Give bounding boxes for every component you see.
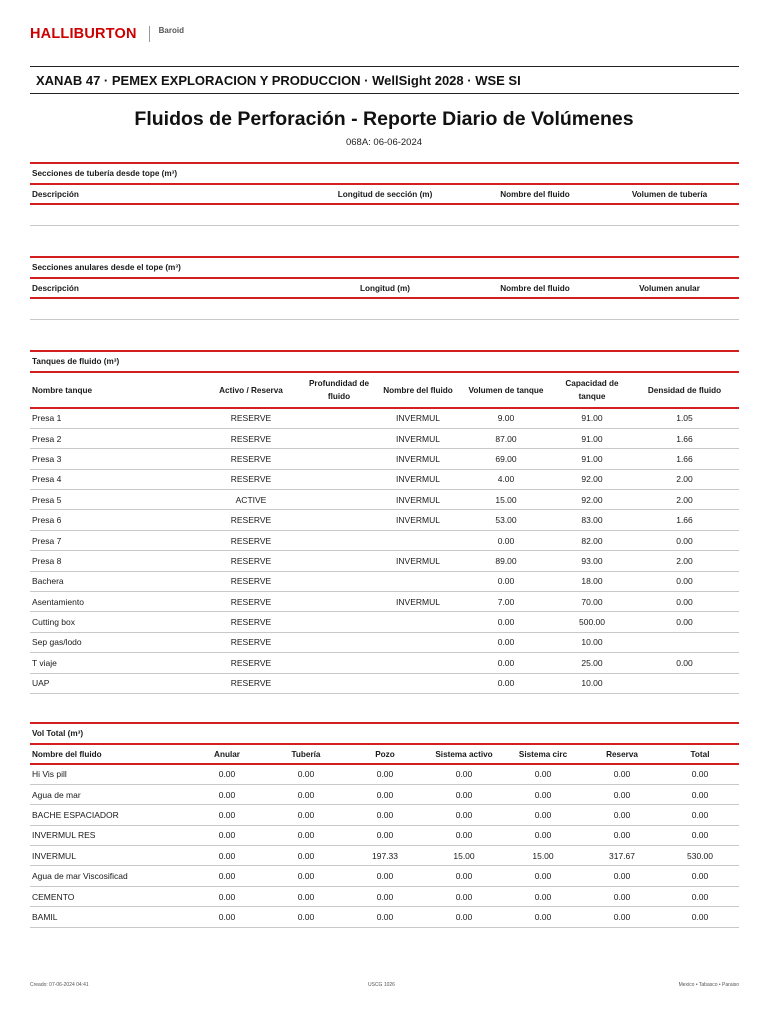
- table-cell: RESERVE: [202, 653, 300, 673]
- table-row: [30, 592, 739, 612]
- table-cell: INVERMUL: [378, 449, 458, 469]
- table-cell: INVERMUL: [378, 428, 458, 448]
- table-cell: 93.00: [554, 551, 630, 571]
- table-cell: Sep gas/lodo: [30, 632, 202, 652]
- column-header: Densidad de fluido: [630, 372, 739, 408]
- table-header-row: [30, 184, 739, 204]
- table-cell: 0.00: [630, 592, 739, 612]
- table-cell: 0.00: [458, 530, 554, 550]
- table-cell: 0.00: [503, 805, 583, 825]
- table-cell: 0.00: [267, 825, 345, 845]
- table-cell: 2.00: [630, 490, 739, 510]
- table-cell: [300, 490, 378, 510]
- table-cell: Presa 1: [30, 408, 202, 428]
- table-cell: 2.00: [630, 551, 739, 571]
- table-cell: RESERVE: [202, 530, 300, 550]
- table-row: [30, 571, 739, 591]
- table-cell: 2.00: [630, 469, 739, 489]
- table-cell: [300, 530, 378, 550]
- report-title: Fluidos de Perforación - Reporte Diario de Volúmenes: [134, 108, 634, 130]
- table-cell: 0.00: [458, 612, 554, 632]
- table-cell: 1.66: [630, 510, 739, 530]
- table-cell: 10.00: [554, 632, 630, 652]
- column-header: Volumen de tubería: [600, 184, 739, 204]
- table-cell: [300, 632, 378, 652]
- baroid-logo: Baroid: [158, 25, 184, 35]
- column-header: Sistema activo: [425, 744, 503, 764]
- table-cell: ACTIVE: [202, 490, 300, 510]
- table-row: [30, 673, 739, 693]
- table-cell: INVERMUL RES: [30, 825, 187, 845]
- table-cell: 197.33: [345, 846, 425, 866]
- well-info-bar: [30, 66, 739, 94]
- table-cell: [300, 469, 378, 489]
- table-row: [30, 825, 739, 845]
- table-cell: 0.00: [458, 571, 554, 591]
- table-cell: INVERMUL: [378, 490, 458, 510]
- table-cell: 0.00: [425, 764, 503, 784]
- section-title: Tanques de fluido (m³): [30, 350, 739, 371]
- table-cell: [300, 449, 378, 469]
- table-cell: [630, 673, 739, 693]
- table-cell: [300, 408, 378, 428]
- table-cell: RESERVE: [202, 612, 300, 632]
- table-cell: 0.00: [187, 907, 267, 927]
- table-cell: RESERVE: [202, 408, 300, 428]
- column-header: Volumen de tanque: [458, 372, 554, 408]
- table-row: [30, 846, 739, 866]
- column-header: Profundidad de fluido: [300, 372, 378, 408]
- table-cell: [630, 632, 739, 652]
- table-cell: Presa 2: [30, 428, 202, 448]
- table-cell: RESERVE: [202, 592, 300, 612]
- table-cell: INVERMUL: [378, 469, 458, 489]
- column-header: Nombre del fluido: [470, 184, 600, 204]
- fluid-tanks: [30, 350, 739, 694]
- table-row: [30, 886, 739, 906]
- section-title: Secciones de tubería desde tope (m³): [30, 162, 739, 183]
- column-header: Tubería: [267, 744, 345, 764]
- table-cell: 0.00: [583, 886, 661, 906]
- table-cell: RESERVE: [202, 469, 300, 489]
- table-cell: 0.00: [345, 825, 425, 845]
- table-cell: Presa 6: [30, 510, 202, 530]
- table-cell: 0.00: [425, 825, 503, 845]
- table-cell: INVERMUL: [378, 510, 458, 530]
- table-cell: 0.00: [661, 784, 739, 804]
- table-cell: 0.00: [267, 805, 345, 825]
- column-header: Nombre tanque: [30, 372, 202, 408]
- table-cell: 10.00: [554, 673, 630, 693]
- table-cell: 25.00: [554, 653, 630, 673]
- table-cell: 87.00: [458, 428, 554, 448]
- table-cell: 0.00: [267, 846, 345, 866]
- table-row: [30, 469, 739, 489]
- empty-row: [30, 298, 739, 319]
- table-row: [30, 907, 739, 927]
- table-cell: 0.00: [187, 846, 267, 866]
- table-cell: 0.00: [630, 530, 739, 550]
- table-cell: 0.00: [661, 907, 739, 927]
- table-cell: [378, 632, 458, 652]
- table-cell: RESERVE: [202, 673, 300, 693]
- column-header: Activo / Reserva: [202, 372, 300, 408]
- table-row: [30, 510, 739, 530]
- table-cell: RESERVE: [202, 428, 300, 448]
- annular-sections: [30, 256, 739, 320]
- table-cell: 1.66: [630, 449, 739, 469]
- table-cell: RESERVE: [202, 510, 300, 530]
- table-cell: [378, 530, 458, 550]
- table-header-row: [30, 744, 739, 764]
- well-info-text: XANAB 47 · PEMEX EXPLORACION Y PRODUCCION · WellSight 2028 · WSE SI: [36, 72, 521, 88]
- table-cell: RESERVE: [202, 449, 300, 469]
- table-cell: 15.00: [503, 846, 583, 866]
- table-cell: [300, 428, 378, 448]
- table-cell: 0.00: [583, 805, 661, 825]
- table-cell: Presa 3: [30, 449, 202, 469]
- table-cell: [300, 551, 378, 571]
- column-header: Sistema circ: [503, 744, 583, 764]
- column-header: Reserva: [583, 744, 661, 764]
- table-cell: Hi Vis pill: [30, 764, 187, 784]
- table-cell: 0.00: [187, 805, 267, 825]
- table-row: [30, 530, 739, 550]
- table-cell: 0.00: [630, 612, 739, 632]
- table-cell: 4.00: [458, 469, 554, 489]
- table-cell: T viaje: [30, 653, 202, 673]
- table-cell: 0.00: [267, 886, 345, 906]
- table-cell: 0.00: [583, 825, 661, 845]
- table-cell: 7.00: [458, 592, 554, 612]
- table-cell: 317.67: [583, 846, 661, 866]
- table-cell: [378, 653, 458, 673]
- table-row: [30, 653, 739, 673]
- table-cell: [300, 653, 378, 673]
- table-cell: 530.00: [661, 846, 739, 866]
- table-cell: [378, 571, 458, 591]
- report-date: 068A: 06-06-2024: [345, 137, 423, 148]
- table-row: [30, 805, 739, 825]
- table-cell: 0.00: [661, 886, 739, 906]
- table-cell: RESERVE: [202, 571, 300, 591]
- table-cell: 0.00: [458, 632, 554, 652]
- table-cell: 0.00: [425, 866, 503, 886]
- column-header: Capacidad de tanque: [554, 372, 630, 408]
- table-cell: 53.00: [458, 510, 554, 530]
- total-volumes: [30, 722, 739, 928]
- table-cell: UAP: [30, 673, 202, 693]
- column-header: Longitud de sección (m): [300, 184, 470, 204]
- table-row: [30, 632, 739, 652]
- table-cell: 0.00: [583, 764, 661, 784]
- column-header: Descripción: [30, 278, 300, 298]
- table-row: [30, 866, 739, 886]
- column-header: Descripción: [30, 184, 300, 204]
- table-cell: 83.00: [554, 510, 630, 530]
- table-row: [30, 449, 739, 469]
- table-cell: BACHE ESPACIADOR: [30, 805, 187, 825]
- table-row: [30, 428, 739, 448]
- table-cell: 0.00: [661, 825, 739, 845]
- table-cell: Presa 7: [30, 530, 202, 550]
- table-cell: 0.00: [503, 825, 583, 845]
- table-cell: 0.00: [583, 907, 661, 927]
- tanks-table: [30, 371, 739, 694]
- table-cell: 1.05: [630, 408, 739, 428]
- table-cell: [300, 592, 378, 612]
- column-header: Anular: [187, 744, 267, 764]
- table-cell: Cutting box: [30, 612, 202, 632]
- table-cell: 0.00: [345, 784, 425, 804]
- table-cell: 89.00: [458, 551, 554, 571]
- table-cell: [300, 571, 378, 591]
- table-cell: Presa 5: [30, 490, 202, 510]
- table-cell: 0.00: [187, 866, 267, 886]
- table-cell: 0.00: [503, 784, 583, 804]
- table-cell: 0.00: [503, 866, 583, 886]
- totals-table: [30, 743, 739, 928]
- table-cell: 0.00: [583, 866, 661, 886]
- footer-location: Mexico • Tabasco • Paraiso: [678, 982, 739, 988]
- table-cell: 91.00: [554, 449, 630, 469]
- table-cell: Agua de mar Viscosificad: [30, 866, 187, 886]
- halliburton-logo: HALLIBURTON: [30, 26, 137, 42]
- table-cell: RESERVE: [202, 632, 300, 652]
- table-cell: 0.00: [503, 886, 583, 906]
- pipe-sections-table: [30, 183, 739, 226]
- table-cell: 0.00: [630, 571, 739, 591]
- table-cell: [300, 510, 378, 530]
- pipe-sections: [30, 162, 739, 226]
- table-cell: 0.00: [425, 805, 503, 825]
- column-header: Longitud (m): [300, 278, 470, 298]
- table-cell: 0.00: [267, 907, 345, 927]
- footer-code: USCG 1026: [368, 982, 395, 988]
- table-cell: [300, 612, 378, 632]
- column-header: Total: [661, 744, 739, 764]
- table-header-row: [30, 278, 739, 298]
- column-header: Nombre del fluido: [470, 278, 600, 298]
- table-row: [30, 408, 739, 428]
- brand-header: [30, 24, 184, 44]
- table-cell: 15.00: [425, 846, 503, 866]
- empty-row: [30, 204, 739, 225]
- table-cell: 0.00: [187, 764, 267, 784]
- table-cell: 0.00: [345, 805, 425, 825]
- table-cell: INVERMUL: [378, 408, 458, 428]
- column-header: Pozo: [345, 744, 425, 764]
- table-cell: 0.00: [630, 653, 739, 673]
- table-cell: 0.00: [345, 866, 425, 886]
- annular-sections-table: [30, 277, 739, 320]
- table-cell: INVERMUL: [378, 592, 458, 612]
- column-header: Nombre del fluido: [378, 372, 458, 408]
- table-cell: 500.00: [554, 612, 630, 632]
- table-cell: 69.00: [458, 449, 554, 469]
- table-cell: 0.00: [661, 805, 739, 825]
- table-cell: 15.00: [458, 490, 554, 510]
- section-title: Vol Total (m³): [30, 722, 739, 743]
- table-cell: Presa 8: [30, 551, 202, 571]
- table-cell: 0.00: [425, 886, 503, 906]
- table-cell: 91.00: [554, 428, 630, 448]
- table-cell: 1.66: [630, 428, 739, 448]
- table-cell: [300, 673, 378, 693]
- table-cell: 0.00: [267, 866, 345, 886]
- table-cell: Bachera: [30, 571, 202, 591]
- table-cell: 0.00: [187, 825, 267, 845]
- table-row: [30, 490, 739, 510]
- table-cell: 0.00: [503, 907, 583, 927]
- table-cell: Asentamiento: [30, 592, 202, 612]
- footer-created: Creado: 07-06-2024 04:41: [30, 982, 89, 988]
- table-cell: 0.00: [425, 784, 503, 804]
- table-row: [30, 551, 739, 571]
- table-cell: 0.00: [458, 673, 554, 693]
- table-cell: 18.00: [554, 571, 630, 591]
- table-cell: 0.00: [267, 784, 345, 804]
- section-title: Secciones anulares desde el tope (m³): [30, 256, 739, 277]
- table-cell: 0.00: [187, 886, 267, 906]
- table-row: [30, 764, 739, 784]
- table-cell: 0.00: [661, 764, 739, 784]
- table-cell: 0.00: [661, 866, 739, 886]
- table-cell: 0.00: [345, 907, 425, 927]
- table-cell: 0.00: [583, 784, 661, 804]
- table-cell: 92.00: [554, 469, 630, 489]
- table-cell: INVERMUL: [30, 846, 187, 866]
- table-cell: 92.00: [554, 490, 630, 510]
- table-cell: INVERMUL: [378, 551, 458, 571]
- table-cell: Presa 4: [30, 469, 202, 489]
- table-cell: RESERVE: [202, 551, 300, 571]
- table-cell: [378, 612, 458, 632]
- table-cell: [378, 673, 458, 693]
- column-header: Nombre del fluido: [30, 744, 187, 764]
- table-cell: Agua de mar: [30, 784, 187, 804]
- table-cell: 0.00: [503, 764, 583, 784]
- table-cell: 9.00: [458, 408, 554, 428]
- table-cell: 70.00: [554, 592, 630, 612]
- brand-divider: [149, 26, 150, 42]
- table-row: [30, 784, 739, 804]
- table-cell: 82.00: [554, 530, 630, 550]
- table-cell: 0.00: [458, 653, 554, 673]
- table-cell: 0.00: [345, 764, 425, 784]
- table-header-row: [30, 372, 739, 408]
- table-cell: 0.00: [267, 764, 345, 784]
- table-cell: BAMIL: [30, 907, 187, 927]
- table-cell: 0.00: [187, 784, 267, 804]
- table-row: [30, 612, 739, 632]
- table-cell: CEMENTO: [30, 886, 187, 906]
- column-header: Volumen anular: [600, 278, 739, 298]
- table-cell: 91.00: [554, 408, 630, 428]
- table-cell: 0.00: [425, 907, 503, 927]
- table-cell: 0.00: [345, 886, 425, 906]
